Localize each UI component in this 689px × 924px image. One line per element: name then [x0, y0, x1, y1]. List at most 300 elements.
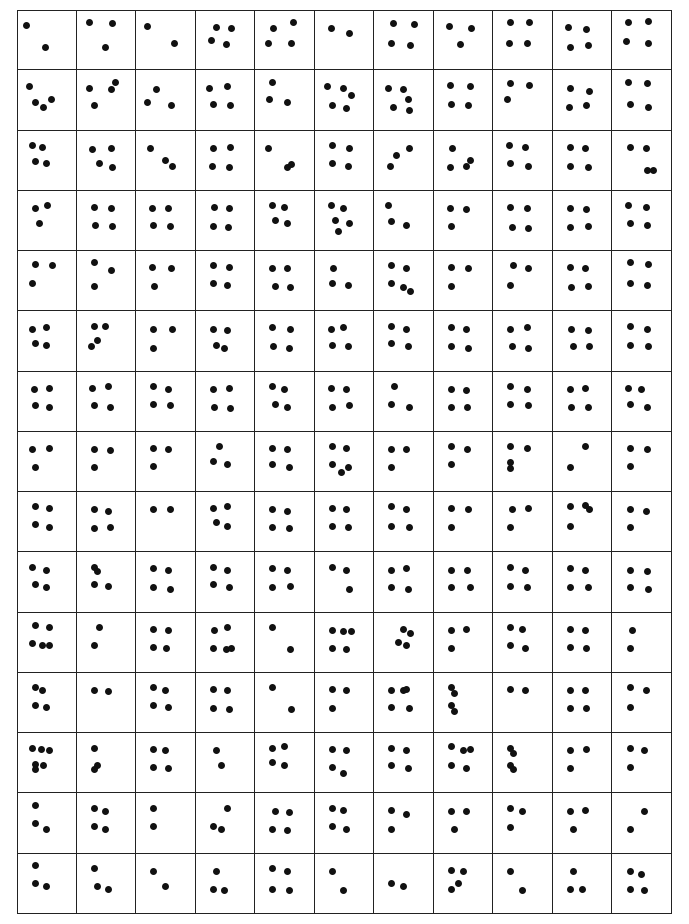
dot-marker: [346, 220, 353, 227]
dot-marker: [224, 805, 231, 812]
dot-marker: [162, 157, 169, 164]
dot-marker: [406, 404, 413, 411]
grid-cell: [17, 191, 77, 251]
dot-marker: [91, 283, 98, 290]
dot-marker: [388, 745, 395, 752]
dot-marker: [627, 463, 634, 470]
dot-marker: [284, 99, 291, 106]
grid-cell: [196, 311, 256, 371]
dot-marker: [465, 102, 472, 109]
grid-cell: [196, 251, 256, 311]
dot-marker: [644, 222, 651, 229]
dot-marker: [46, 642, 53, 649]
dot-marker: [343, 506, 350, 513]
grid-cell: [434, 733, 494, 793]
dot-marker: [224, 567, 231, 574]
dot-marker: [150, 746, 157, 753]
dot-marker: [167, 586, 174, 593]
grid-cell: [17, 733, 77, 793]
dot-marker: [448, 524, 455, 531]
dot-marker: [583, 645, 590, 652]
dot-marker: [507, 465, 514, 472]
grid-cell: [612, 854, 672, 914]
dot-marker: [509, 343, 516, 350]
dot-marker: [345, 282, 352, 289]
dot-marker: [385, 85, 392, 92]
dot-marker: [449, 145, 456, 152]
grid-cell: [255, 372, 315, 432]
dot-marker: [567, 163, 574, 170]
grid-cell: [255, 10, 315, 70]
dot-marker: [167, 223, 174, 230]
dot-marker: [284, 868, 291, 875]
grid-cell: [136, 131, 196, 191]
dot-marker: [150, 805, 157, 812]
dot-marker: [284, 404, 291, 411]
dot-marker: [343, 567, 350, 574]
grid-cell: [493, 10, 553, 70]
dot-marker: [448, 461, 455, 468]
dot-marker: [567, 808, 574, 815]
dot-marker: [224, 83, 231, 90]
grid-cell: [17, 10, 77, 70]
dot-marker: [400, 626, 407, 633]
grid-cell: [315, 131, 375, 191]
dot-marker: [340, 628, 347, 635]
grid-cell: [612, 372, 672, 432]
dot-marker: [210, 280, 217, 287]
grid-cell: [315, 854, 375, 914]
dot-marker: [519, 626, 526, 633]
grid-cell: [255, 793, 315, 853]
dot-marker: [625, 19, 632, 26]
dot-marker: [510, 750, 517, 757]
dot-marker: [340, 324, 347, 331]
dot-marker: [269, 506, 276, 513]
dot-marker: [567, 886, 574, 893]
dot-marker: [403, 565, 410, 572]
dot-marker: [340, 770, 347, 777]
dot-marker: [150, 326, 157, 333]
dot-marker: [448, 101, 455, 108]
dot-marker: [91, 687, 98, 694]
dot-marker: [407, 288, 414, 295]
dot-marker: [213, 342, 220, 349]
dot-marker: [206, 85, 213, 92]
dot-marker: [286, 887, 293, 894]
dot-marker: [340, 205, 347, 212]
grid-cell: [553, 854, 613, 914]
dot-marker: [269, 324, 276, 331]
dot-marker: [463, 626, 470, 633]
grid-cell: [493, 793, 553, 853]
dot-marker: [627, 280, 634, 287]
dot-marker: [91, 259, 98, 266]
dot-marker: [388, 880, 395, 887]
dot-marker: [448, 505, 455, 512]
dot-marker: [288, 706, 295, 713]
dot-marker: [89, 146, 96, 153]
dot-marker: [88, 343, 95, 350]
grid-cell: [493, 552, 553, 612]
dot-marker: [108, 145, 115, 152]
dot-marker: [388, 40, 395, 47]
dot-marker: [43, 567, 50, 574]
dot-marker: [567, 644, 574, 651]
dot-marker: [32, 702, 39, 709]
grid-cell: [315, 552, 375, 612]
grid-cell: [77, 372, 137, 432]
dot-marker: [627, 745, 634, 752]
dot-marker: [403, 747, 410, 754]
dot-marker: [32, 684, 39, 691]
dot-marker: [38, 746, 45, 753]
dot-marker: [340, 85, 347, 92]
dot-marker: [46, 505, 53, 512]
dot-marker: [567, 747, 574, 754]
grid-cell: [315, 613, 375, 673]
dot-marker: [507, 204, 514, 211]
grid-cell: [612, 10, 672, 70]
dot-marker: [388, 262, 395, 269]
dot-marker: [150, 506, 157, 513]
dot-marker: [86, 85, 93, 92]
dot-marker: [109, 223, 116, 230]
grid-cell: [255, 492, 315, 552]
dot-marker: [463, 765, 470, 772]
grid-cell: [136, 70, 196, 130]
dot-marker: [210, 886, 217, 893]
dot-marker: [625, 202, 632, 209]
dot-marker: [226, 264, 233, 271]
dot-marker: [463, 387, 470, 394]
grid-cell: [136, 733, 196, 793]
dot-marker: [400, 86, 407, 93]
grid-cell: [612, 432, 672, 492]
dot-marker: [568, 404, 575, 411]
dot-marker: [507, 564, 514, 571]
dot-marker: [343, 646, 350, 653]
dot-marker: [91, 402, 98, 409]
dot-marker: [507, 383, 514, 390]
dot-marker: [391, 383, 398, 390]
grid-cell: [136, 552, 196, 612]
dot-marker: [286, 464, 293, 471]
dot-marker: [582, 687, 589, 694]
dot-marker: [403, 265, 410, 272]
dot-marker: [43, 342, 50, 349]
dot-marker: [32, 521, 39, 528]
dot-marker: [269, 265, 276, 272]
dot-marker: [525, 225, 532, 232]
grid-cell: [77, 793, 137, 853]
grid-cell: [255, 432, 315, 492]
dot-marker: [144, 99, 151, 106]
dot-marker: [644, 568, 651, 575]
grid-cell: [77, 552, 137, 612]
grid-cell: [553, 372, 613, 432]
grid-cell: [17, 492, 77, 552]
dot-marker: [346, 145, 353, 152]
grid-cell: [493, 613, 553, 673]
grid-cell: [315, 733, 375, 793]
grid-cell: [17, 251, 77, 311]
dot-marker: [583, 746, 590, 753]
dot-marker: [228, 25, 235, 32]
dot-marker: [627, 323, 634, 330]
dot-marker: [467, 157, 474, 164]
dot-marker: [290, 19, 297, 26]
dot-marker: [510, 766, 517, 773]
dot-marker: [507, 624, 514, 631]
grid-cell: [553, 673, 613, 733]
dot-marker: [388, 340, 395, 347]
dot-marker: [150, 463, 157, 470]
dot-marker: [91, 805, 98, 812]
grid-cell: [493, 372, 553, 432]
dot-marker: [345, 163, 352, 170]
dot-marker: [465, 345, 472, 352]
dot-marker: [171, 40, 178, 47]
dot-marker: [627, 445, 634, 452]
dot-marker: [218, 826, 225, 833]
dot-marker: [329, 102, 336, 109]
dot-marker: [226, 706, 233, 713]
dot-marker: [448, 223, 455, 230]
dot-marker: [448, 743, 455, 750]
dot-marker: [406, 107, 413, 114]
grid-cell: [434, 311, 494, 371]
grid-cell: [136, 793, 196, 853]
grid-cell: [196, 191, 256, 251]
grid-cell: [374, 492, 434, 552]
grid-cell: [77, 432, 137, 492]
dot-marker: [460, 747, 467, 754]
dot-marker: [329, 564, 336, 571]
grid-cell: [434, 10, 494, 70]
dot-marker: [211, 404, 218, 411]
grid-cell: [136, 251, 196, 311]
dot-marker: [519, 808, 526, 815]
dot-marker: [224, 461, 231, 468]
dot-marker: [96, 160, 103, 167]
dot-marker: [526, 19, 533, 26]
dot-marker: [329, 705, 336, 712]
dot-marker: [329, 868, 336, 875]
dot-marker: [213, 747, 220, 754]
dot-marker: [43, 883, 50, 890]
dot-marker: [507, 524, 514, 531]
dot-marker: [281, 762, 288, 769]
dot-marker: [43, 826, 50, 833]
dot-marker: [400, 883, 407, 890]
dot-marker: [272, 217, 279, 224]
dot-marker: [585, 404, 592, 411]
dot-marker: [286, 345, 293, 352]
dot-marker: [340, 807, 347, 814]
dot-marker: [107, 447, 114, 454]
dot-marker: [91, 581, 98, 588]
dot-marker: [448, 584, 455, 591]
dot-marker: [343, 747, 350, 754]
dot-marker: [42, 44, 49, 51]
dot-marker: [567, 765, 574, 772]
grid-cell: [77, 131, 137, 191]
dot-marker: [167, 402, 174, 409]
dot-marker: [32, 503, 39, 510]
dot-marker: [524, 40, 531, 47]
dot-marker: [29, 446, 36, 453]
dot-marker: [586, 343, 593, 350]
dot-marker: [169, 326, 176, 333]
dot-marker: [522, 687, 529, 694]
dot-marker: [343, 445, 350, 452]
grid-cell: [77, 673, 137, 733]
dot-marker: [270, 343, 277, 350]
dot-marker: [348, 92, 355, 99]
dot-marker: [92, 222, 99, 229]
dot-marker: [329, 627, 336, 634]
dot-marker: [403, 326, 410, 333]
grid-cell: [493, 70, 553, 130]
dot-marker: [390, 20, 397, 27]
dot-marker: [567, 705, 574, 712]
grid-cell: [255, 673, 315, 733]
dot-marker: [44, 202, 51, 209]
dot-marker: [641, 747, 648, 754]
grid-cell: [77, 70, 137, 130]
dot-marker: [570, 343, 577, 350]
dot-marker: [524, 324, 531, 331]
dot-pattern-grid: [17, 10, 672, 914]
grid-cell: [196, 70, 256, 130]
grid-cell: [553, 311, 613, 371]
grid-cell: [374, 70, 434, 130]
grid-cell: [374, 613, 434, 673]
dot-marker: [105, 886, 112, 893]
dot-marker: [32, 622, 39, 629]
dot-marker: [29, 280, 36, 287]
dot-marker: [43, 584, 50, 591]
dot-marker: [270, 25, 277, 32]
dot-marker: [105, 508, 112, 515]
dot-marker: [150, 764, 157, 771]
dot-marker: [210, 262, 217, 269]
dot-marker: [210, 505, 217, 512]
dot-marker: [269, 79, 276, 86]
dot-marker: [567, 224, 574, 231]
dot-marker: [210, 823, 217, 830]
dot-marker: [507, 642, 514, 649]
dot-marker: [346, 402, 353, 409]
dot-marker: [388, 401, 395, 408]
dot-marker: [213, 519, 220, 526]
dot-marker: [91, 446, 98, 453]
grid-cell: [493, 191, 553, 251]
dot-marker: [524, 445, 531, 452]
dot-marker: [227, 144, 234, 151]
dot-marker: [388, 807, 395, 814]
grid-cell: [315, 432, 375, 492]
dot-marker: [210, 326, 217, 333]
grid-cell: [196, 552, 256, 612]
grid-cell: [255, 191, 315, 251]
dot-marker: [208, 37, 215, 44]
dot-marker: [96, 624, 103, 631]
grid-cell: [17, 372, 77, 432]
dot-marker: [210, 645, 217, 652]
grid-cell: [136, 10, 196, 70]
dot-marker: [509, 506, 516, 513]
dot-marker: [329, 805, 336, 812]
dot-marker: [284, 567, 291, 574]
dot-marker: [582, 145, 589, 152]
grid-cell: [255, 311, 315, 371]
grid-cell: [434, 673, 494, 733]
dot-marker: [224, 282, 231, 289]
grid-cell: [136, 492, 196, 552]
dot-marker: [388, 464, 395, 471]
grid-cell: [493, 251, 553, 311]
dot-marker: [568, 284, 575, 291]
dot-marker: [522, 645, 529, 652]
grid-cell: [612, 191, 672, 251]
dot-marker: [226, 205, 233, 212]
dot-marker: [286, 525, 293, 532]
grid-cell: [374, 311, 434, 371]
grid-cell: [434, 131, 494, 191]
grid-cell: [255, 70, 315, 130]
dot-marker: [287, 284, 294, 291]
dot-marker: [39, 687, 46, 694]
grid-cell: [374, 372, 434, 432]
dot-marker: [345, 464, 352, 471]
dot-marker: [522, 567, 529, 574]
grid-cell: [374, 793, 434, 853]
dot-marker: [507, 686, 514, 693]
dot-marker: [348, 628, 355, 635]
dot-marker: [567, 687, 574, 694]
grid-cell: [612, 793, 672, 853]
dot-marker: [448, 762, 455, 769]
dot-marker: [102, 826, 109, 833]
dot-marker: [29, 142, 36, 149]
dot-marker: [329, 160, 336, 167]
dot-marker: [643, 687, 650, 694]
dot-marker: [329, 686, 336, 693]
dot-marker: [388, 567, 395, 574]
dot-marker: [91, 464, 98, 471]
grid-cell: [196, 10, 256, 70]
dot-marker: [627, 704, 634, 711]
dot-marker: [210, 223, 217, 230]
dot-marker: [89, 385, 96, 392]
dot-marker: [149, 264, 156, 271]
grid-cell: [196, 854, 256, 914]
dot-marker: [627, 506, 634, 513]
dot-marker: [388, 503, 395, 510]
dot-marker: [46, 524, 53, 531]
grid-cell: [255, 552, 315, 612]
dot-marker: [210, 458, 217, 465]
dot-marker: [627, 826, 634, 833]
dot-marker: [641, 808, 648, 815]
dot-marker: [284, 827, 291, 834]
dot-marker: [150, 345, 157, 352]
dot-marker: [91, 642, 98, 649]
dot-marker: [645, 586, 652, 593]
dot-marker: [448, 283, 455, 290]
